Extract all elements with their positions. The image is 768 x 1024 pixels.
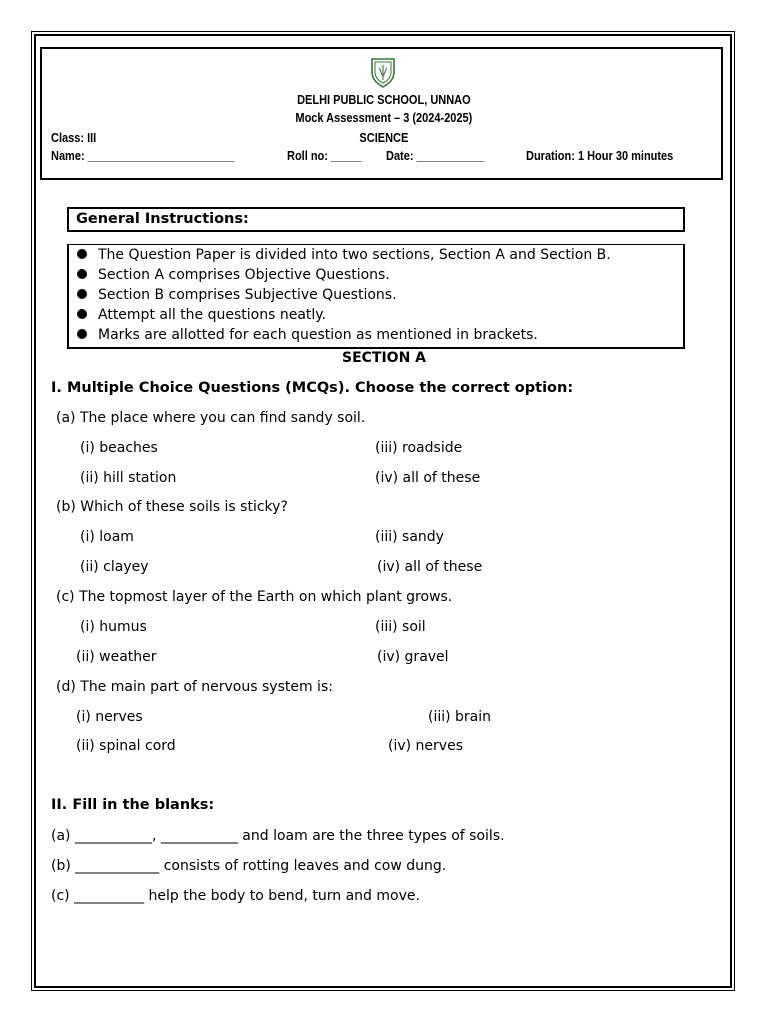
- mcq-option: (ii) hill station: [80, 470, 177, 486]
- mcq-option: (iii) brain: [428, 709, 492, 725]
- exam-title: Mock Assessment – 3 (2024-2025): [295, 111, 473, 125]
- instruction-item: Attempt all the questions neatly.: [77, 307, 326, 323]
- section-a-title: SECTION A: [341, 350, 426, 366]
- mcq-option: (iv) all of these: [377, 559, 483, 575]
- mcq-option: (i) beaches: [80, 440, 158, 456]
- name-field: Name: ________________________: [51, 149, 235, 163]
- class-label: Class: III: [51, 131, 97, 145]
- mcq-option: (ii) spinal cord: [76, 738, 176, 754]
- fib-question: (a) ___________, ___________ and loam are the three types of soils.: [51, 828, 505, 844]
- instruction-item: The Question Paper is divided into two sections, Section A and Section B.: [77, 247, 611, 263]
- fib-heading: II. Fill in the blanks:: [51, 797, 215, 813]
- mcq-option: (iv) all of these: [375, 470, 481, 486]
- instructions-box: [67, 244, 685, 349]
- duration-label: Duration: 1 Hour 30 minutes: [526, 149, 674, 163]
- instruction-item: Section B comprises Subjective Questions.: [77, 287, 397, 303]
- bullet-icon: [77, 269, 87, 279]
- fib-question: (c) __________ help the body to bend, turn and move.: [51, 888, 420, 904]
- mcq-option: (iii) soil: [375, 619, 426, 635]
- mcq-option: (ii) weather: [76, 649, 157, 665]
- school-logo-icon: [369, 56, 397, 88]
- mcq-heading: I. Multiple Choice Questions (MCQs). Choose the correct option:: [51, 380, 574, 396]
- mcq-option: (i) humus: [80, 619, 147, 635]
- mcq-option: (iv) nerves: [388, 738, 463, 754]
- mcq-question: (a) The place where you can find sandy soil.: [56, 410, 366, 426]
- mcq-option: (iii) roadside: [375, 440, 463, 456]
- mcq-question: (d) The main part of nervous system is:: [56, 679, 333, 695]
- mcq-option: (ii) clayey: [80, 559, 149, 575]
- mcq-option: (iii) sandy: [375, 529, 444, 545]
- mcq-option: (iv) gravel: [377, 649, 449, 665]
- date-field: Date: ___________: [386, 149, 484, 163]
- bullet-icon: [77, 329, 87, 339]
- mcq-option: (i) loam: [80, 529, 134, 545]
- instruction-item: Marks are allotted for each question as mentioned in brackets.: [77, 327, 538, 343]
- bullet-icon: [77, 309, 87, 319]
- bullet-icon: [77, 249, 87, 259]
- mcq-question: (c) The topmost layer of the Earth on which plant grows.: [56, 589, 453, 605]
- instructions-title-box: [67, 207, 685, 232]
- fib-question: (b) ____________ consists of rotting leaves and cow dung.: [51, 858, 447, 874]
- instructions-title: General Instructions:: [76, 211, 249, 227]
- bullet-icon: [77, 289, 87, 299]
- roll-field: Roll no: _____: [287, 149, 362, 163]
- mcq-question: (b) Which of these soils is sticky?: [56, 499, 288, 515]
- school-name: DELHI PUBLIC SCHOOL, UNNAO: [297, 93, 471, 107]
- mcq-option: (i) nerves: [76, 709, 143, 725]
- instruction-item: Section A comprises Objective Questions.: [77, 267, 390, 283]
- subject-title: SCIENCE: [359, 131, 409, 145]
